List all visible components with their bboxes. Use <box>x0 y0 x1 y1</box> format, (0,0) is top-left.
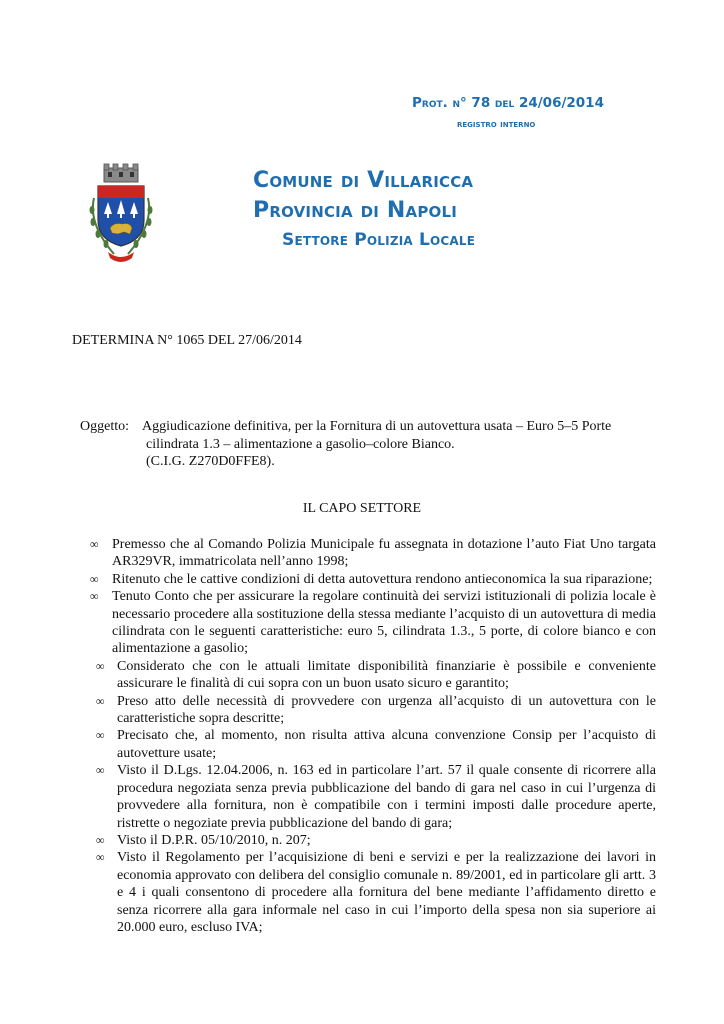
list-item-text: Considerato che con le attuali limitate disponibilità finanziarie è possibile e conveniente assicurare le finalità di cui sopra con un buon usato sicuro e garantito; <box>117 658 656 692</box>
protocol-number: Prot. n° 78 del 24/06/2014 <box>412 95 604 111</box>
infinity-bullet-icon: ∞ <box>96 763 105 778</box>
list-item <box>90 762 656 832</box>
list-item <box>90 832 656 849</box>
crest-chief <box>98 186 144 198</box>
provincia-title: Provincia di Napoli <box>253 198 458 223</box>
list-item-text: Visto il D.Lgs. 12.04.2006, n. 163 ed in particolare l’art. 57 il quale consente di ricorrere alla procedura negoziata senza previa pubblicazione del bando di gara nel caso in cui l’urgenza di provvedere alla fornitura, non è compatibile con i termini imposti dalle procedure aperte, ristrette o negoziate previa pubblicazione del bando di gara; <box>117 763 656 831</box>
infinity-bullet-icon: ∞ <box>90 537 99 551</box>
list-item <box>90 727 656 762</box>
list-item-text: Visto il D.P.R. 05/10/2010, n. 207; <box>117 832 311 848</box>
list-item <box>90 658 656 693</box>
list-item <box>90 693 656 728</box>
registro-interno-label: registro interno <box>457 119 536 130</box>
comune-title: Comune di Villaricca <box>253 168 474 193</box>
infinity-bullet-icon: ∞ <box>96 832 105 847</box>
list-item-text: Premesso che al Comando Polizia Municipale fu assegnata in dotazione l’auto Fiat Uno targata AR329VR, immatricolata nell’anno 1998; <box>112 537 656 570</box>
oggetto-block <box>80 418 656 471</box>
list-item <box>90 571 656 588</box>
oggetto-line-3: (C.I.G. Z270D0FFE8). <box>146 454 275 469</box>
infinity-bullet-icon: ∞ <box>96 850 105 865</box>
crest-ribbon <box>108 252 134 262</box>
oggetto-line-2: cilindrata 1.3 – alimentazione a gasolio–colore Bianco. <box>146 436 455 452</box>
list-item-text: Tenuto Conto che per assicurare la regolare continuità dei servizi istituzionali di polizia locale è necessario procedere alla sostituzione della stessa mediante l’acquisto di un autovettura di media cilindrata con le seguenti caratteristiche: euro 5, cilindrata 1.3., 5 porte, di colore bianco e con alimentazione a gasolio; <box>112 589 656 657</box>
determina-number: DETERMINA N° 1065 DEL 27/06/2014 <box>72 333 302 348</box>
list-item-text: Precisato che, al momento, non risulta attiva alcuna convenzione Consip per l’acquisto di autovetture usate; <box>117 728 656 761</box>
oggetto-line-1: Aggiudicazione definitiva, per la Fornitura di un autovettura usata – Euro 5–5 Porte <box>142 419 612 434</box>
list-item <box>90 536 656 571</box>
municipal-crest-icon <box>84 162 158 267</box>
list-item <box>90 849 656 936</box>
infinity-bullet-icon: ∞ <box>90 571 99 586</box>
infinity-bullet-icon: ∞ <box>96 658 105 673</box>
premises-list <box>90 536 656 936</box>
oggetto-label: Oggetto: <box>80 419 129 434</box>
capo-settore-heading: IL CAPO SETTORE <box>302 501 422 516</box>
crest-animal <box>110 224 132 235</box>
list-item-text: Visto il Regolamento per l’acquisizione di beni e servizi e per la realizzazione dei lavori in economia approvato con delibera del consiglio comunale n. 89/2001, ed in particolare gli artt. 3 e 4 i quali consentono di procedere alla fornitura del bene mediante l’affidamento diretto e senza ricorrere alla gara informale nel caso in cui l’importo della spesa non sia superiore ai 20.000 euro, escluso IVA; <box>117 850 656 935</box>
list-item-text: Ritenuto che le cattive condizioni di detta autovettura rendono antieconomica la sua riparazione; <box>112 571 653 587</box>
infinity-bullet-icon: ∞ <box>96 728 105 743</box>
list-item-text: Preso atto delle necessità di provvedere con urgenza all’acquisto di un autovettura con le caratteristiche sopra descritte; <box>117 693 656 727</box>
list-item <box>90 588 656 658</box>
infinity-bullet-icon: ∞ <box>96 693 105 708</box>
infinity-bullet-icon: ∞ <box>90 589 99 604</box>
crest-crown <box>104 164 138 182</box>
settore-title: Settore Polizia Locale <box>282 230 476 250</box>
